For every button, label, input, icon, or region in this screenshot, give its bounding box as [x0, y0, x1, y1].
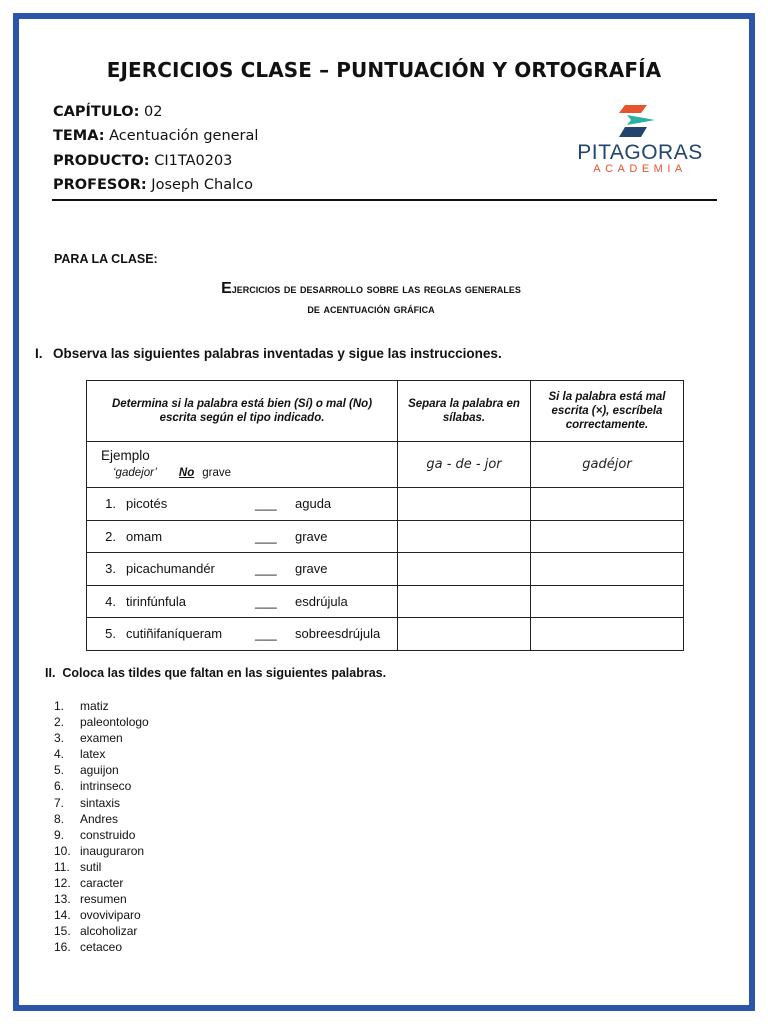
column-header: Separa la palabra en sílabas. — [398, 381, 531, 442]
header-fields — [53, 100, 258, 197]
logo-brand: PITAGORAS — [577, 141, 703, 164]
answer-blank[interactable]: ___ — [255, 561, 277, 577]
row-type: grave — [295, 561, 328, 577]
answer-blank[interactable]: ___ — [255, 626, 277, 642]
syllables-cell[interactable] — [398, 553, 531, 586]
syllables-cell[interactable] — [398, 585, 531, 618]
answer-blank[interactable]: ___ — [255, 593, 277, 609]
subtitle-line-1: Ejercicios de desarrollo sobre las reglas generales — [221, 280, 521, 297]
table-row: 1. picotés ___ aguda — [87, 488, 684, 521]
list-item: 15. alcoholizar — [54, 924, 138, 939]
header-divider — [52, 199, 717, 201]
exercise-table — [86, 380, 684, 651]
list-item: 10. inauguraron — [54, 843, 145, 858]
example-syllables: ga - de - jor — [398, 442, 531, 488]
column-header: Determina si la palabra está bien (Sí) o mal (No) escrita según el tipo indicado. — [87, 381, 398, 442]
section-2-heading: II. Coloca las tildes que faltan en las siguientes palabras. — [45, 666, 387, 680]
example-label: Ejemplo — [101, 447, 150, 463]
example-type: grave — [202, 466, 232, 479]
section-1-heading: I. Observa las siguientes palabras inventadas y sigue las instrucciones. — [35, 346, 502, 361]
column-header: Si la palabra está mal escrita (×), escríbela correctamente. — [531, 381, 684, 442]
row-word: cutiñifaníqueram — [126, 626, 223, 642]
example-answer: No — [178, 466, 195, 479]
example-correction: gadéjor — [531, 442, 684, 488]
row-type: esdrújula — [295, 593, 348, 609]
list-item: 12. caracter — [54, 876, 124, 891]
list-item: 9. construido — [54, 827, 136, 842]
table-row: 5. cutiñifaníqueram ___ sobreesdrújula — [87, 618, 684, 651]
logo-subtitle: ACADEMIA — [593, 163, 687, 175]
page-title: EJERCICIOS CLASE – PUNTUACIÓN Y ORTOGRAFÍA — [106, 58, 662, 82]
syllables-cell[interactable] — [398, 520, 531, 553]
syllables-cell[interactable] — [398, 618, 531, 651]
list-item: 14. ovoviviparo — [54, 908, 141, 923]
syllables-cell[interactable] — [398, 488, 531, 521]
logo-arrow-icon — [617, 103, 663, 139]
table-row: 3. picachumandér ___ grave — [87, 553, 684, 586]
row-type: aguda — [295, 496, 332, 512]
list-item: 7. sintaxis — [54, 795, 121, 810]
example-word: ‘gadejor’ — [113, 466, 157, 479]
exercise-subtitle — [0, 279, 742, 319]
list-item: 16. cetaceo — [54, 940, 123, 955]
table-header-row — [87, 381, 684, 442]
correction-cell[interactable] — [531, 618, 684, 651]
list-item: 6. intrinseco — [54, 779, 132, 794]
table-row: 2. omam ___ grave — [87, 520, 684, 553]
list-item: 13. resumen — [54, 892, 127, 907]
row-type: grave — [295, 528, 328, 544]
field-tema: TEMA: Acentuación general — [53, 128, 259, 145]
row-type: sobreesdrújula — [295, 626, 381, 642]
table-row: 4. tirinfúnfula ___ esdrújula — [87, 585, 684, 618]
correction-cell[interactable] — [531, 488, 684, 521]
answer-blank[interactable]: ___ — [255, 496, 277, 512]
row-word: picotés — [126, 496, 168, 512]
list-item: 2. paleontologo — [54, 715, 149, 730]
example-row — [87, 442, 684, 488]
list-item: 1. matiz — [54, 699, 109, 713]
field-profesor: PROFESOR: Joseph Chalco — [53, 176, 253, 193]
correction-cell[interactable] — [531, 585, 684, 618]
pitagoras-logo — [565, 103, 715, 177]
word-list — [54, 698, 149, 956]
row-word: tirinfúnfula — [126, 593, 186, 609]
row-word: omam — [126, 528, 163, 544]
para-la-clase-label: PARA LA CLASE: — [54, 252, 158, 266]
field-capitulo: CAPÍTULO: 02 — [53, 104, 163, 120]
field-producto: PRODUCTO: CI1TA0203 — [53, 152, 233, 169]
list-item: 5. aguijon — [54, 763, 119, 778]
list-item: 4. latex — [54, 747, 106, 762]
row-word: picachumandér — [126, 561, 215, 577]
list-item: 3. examen — [54, 731, 123, 746]
answer-blank[interactable]: ___ — [255, 528, 277, 544]
list-item: 11. sutil — [54, 859, 102, 874]
correction-cell[interactable] — [531, 553, 684, 586]
correction-cell[interactable] — [531, 520, 684, 553]
subtitle-line-2: de acentuación gráfica — [307, 301, 435, 316]
list-item: 8. Andres — [54, 811, 119, 826]
